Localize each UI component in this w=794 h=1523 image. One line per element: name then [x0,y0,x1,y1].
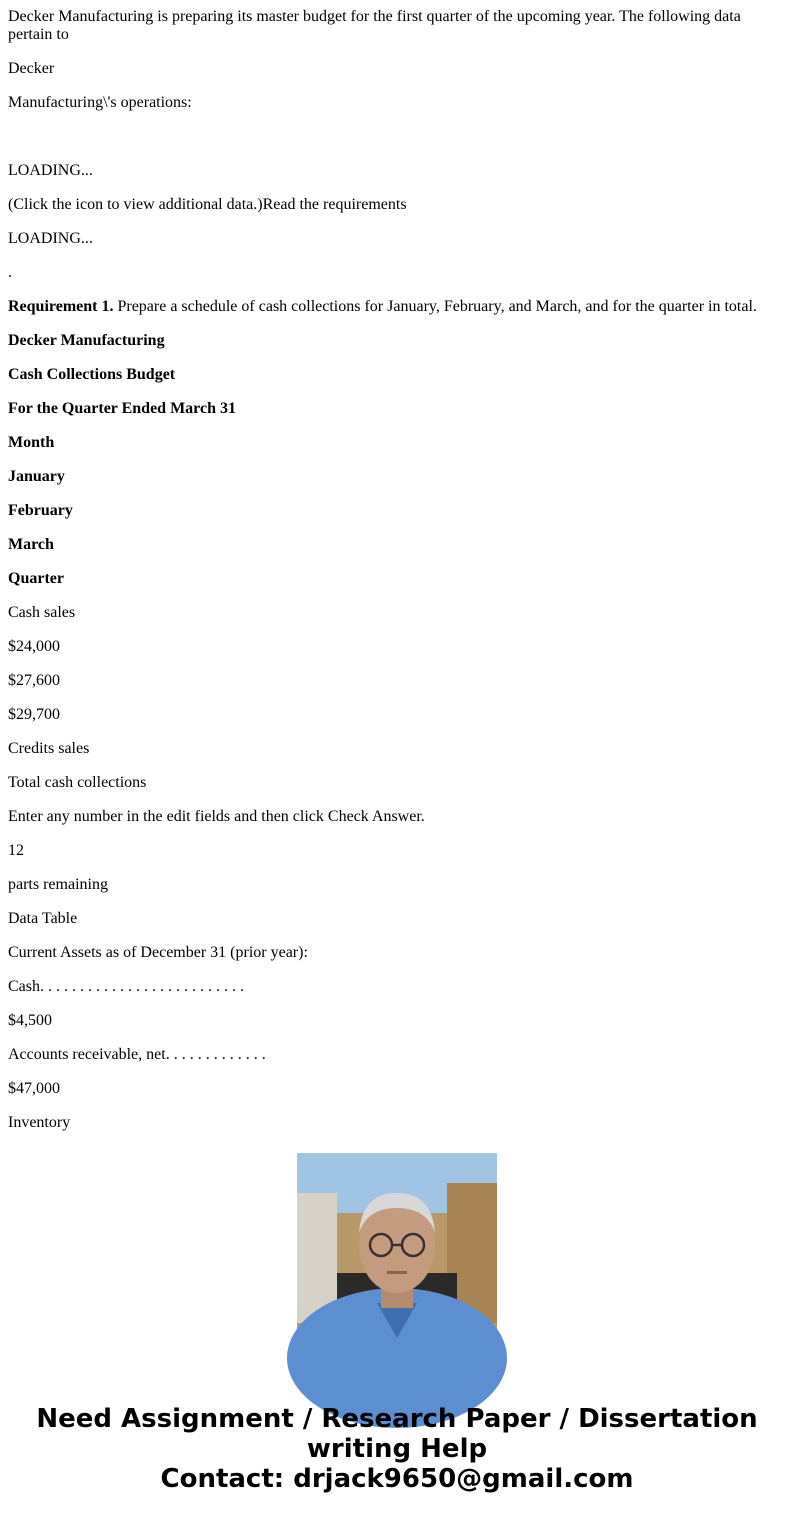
cash-sales-january: $24,000 [8,638,60,655]
accounts-receivable-value: $47,000 [8,1080,60,1097]
data-table-title: Data Table [8,910,78,927]
column-header-january: January [8,468,65,485]
view-data-link[interactable]: (Click the icon to view additional data.)Read the requirements [8,196,407,213]
promo-line-2: writing Help [306,1434,488,1464]
column-header-march: March [8,536,54,553]
instructions-text: Enter any number in the edit fields and then click Check Answer. [8,808,425,825]
cash-label: Cash. . . . . . . . . . . . . . . . . . . . . . . . . . [8,978,244,995]
parts-count: 12 [8,842,24,859]
column-header-month: Month [8,434,55,451]
parts-remaining-label: parts remaining [8,876,108,893]
author-photo [297,1153,497,1353]
dot-text: . [8,264,12,281]
inventory-label: Inventory [8,1114,71,1131]
intro-operations: Manufacturing\'s operations: [8,94,192,111]
author-photo-illustration [297,1153,497,1353]
promo-contact: Contact: drjack9650@gmail.com [160,1464,634,1494]
data-table-subtitle: Current Assets as of December 31 (prior year): [8,944,308,961]
intro-text: Decker Manufacturing is preparing its master budget for the first quarter of the upcoming year. The following data pertain to [8,8,741,43]
loading-text-2: LOADING... [8,230,93,247]
budget-title: Cash Collections Budget [8,366,176,383]
column-header-quarter: Quarter [8,570,64,587]
row-label-credit-sales: Credits sales [8,740,90,757]
requirement-text [8,298,786,316]
budget-period: For the Quarter Ended March 31 [8,400,236,417]
cash-sales-march: $29,700 [8,706,60,723]
cash-value: $4,500 [8,1012,52,1029]
requirement-label: Requirement 1. [8,298,114,315]
blank-line [8,128,786,146]
budget-company: Decker Manufacturing [8,332,165,349]
cash-sales-february: $27,600 [8,672,60,689]
promo-banner [0,1404,794,1494]
promo-line-1: Need Assignment / Research Paper / Dissertation [36,1404,758,1434]
column-header-february: February [8,502,73,519]
loading-text-1: LOADING... [8,162,93,179]
accounts-receivable-label: Accounts receivable, net. . . . . . . . . . . . . [8,1046,266,1063]
row-label-cash-sales: Cash sales [8,604,76,621]
requirement-body: Prepare a schedule of cash collections for January, February, and March, and for the quarter in total. [113,298,757,315]
intro-company: Decker [8,60,55,77]
row-label-total-collections: Total cash collections [8,774,147,791]
